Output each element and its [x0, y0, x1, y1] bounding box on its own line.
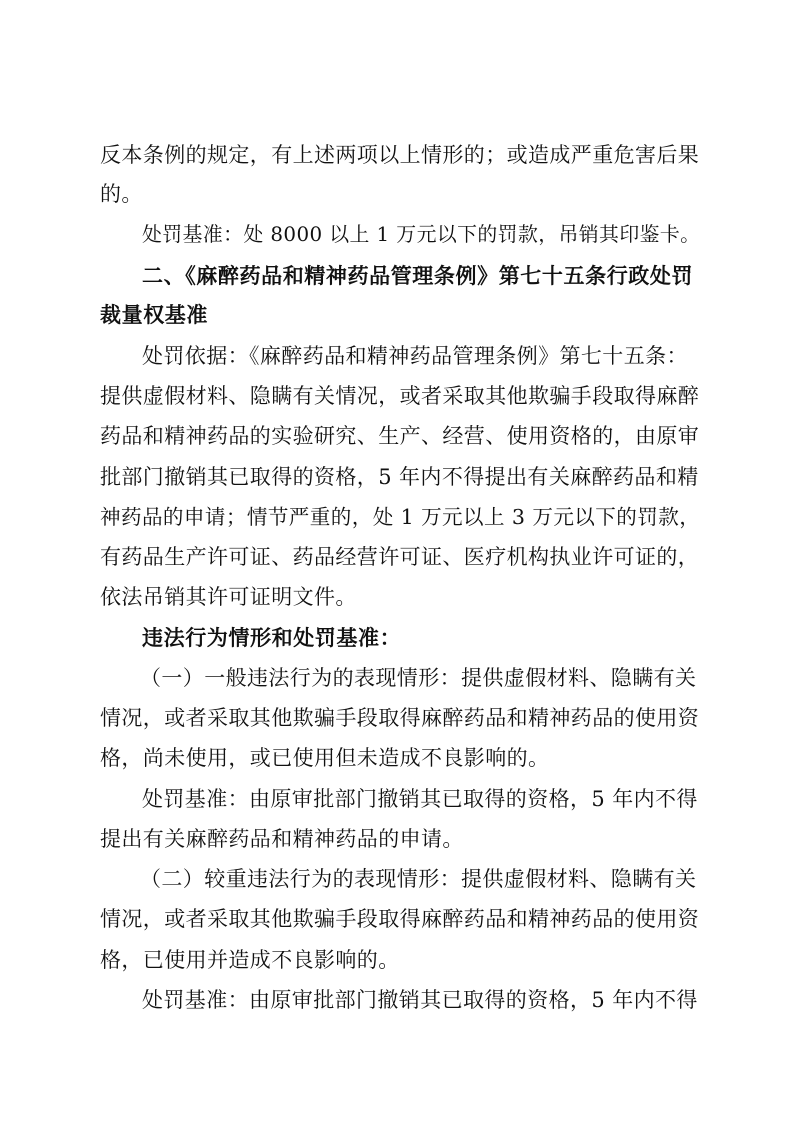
body-text-line: 的。 — [100, 182, 143, 206]
body-text-line: 神药品的申请；情节严重的，处 1 万元以上 3 万元以下的罚款， — [100, 505, 701, 529]
body-text-line: 依法吊销其许可证明文件。 — [100, 585, 357, 609]
body-text-line: 情况，或者采取其他欺骗手段取得麻醉药品和精神药品的使用资 — [100, 907, 700, 931]
body-text-line: 情况，或者采取其他欺骗手段取得麻醉药品和精神药品的使用资 — [100, 706, 700, 730]
body-text-line: 有药品生产许可证、药品经营许可证、医疗机构执业许可证的， — [100, 545, 700, 569]
body-text-line: 药品和精神药品的实验研究、生产、经营、使用资格的，由原审 — [100, 424, 700, 448]
body-text-line: 提出有关麻醉药品和精神药品的申请。 — [100, 827, 464, 851]
section-heading: 裁量权基准 — [100, 303, 208, 327]
body-text-line: 处罚基准：处 8000 以上 1 万元以下的罚款，吊销其印鉴卡。 — [142, 223, 701, 246]
body-text-line: 格，尚未使用，或已使用但未造成不良影响的。 — [100, 746, 550, 770]
body-text-line: 处罚基准：由原审批部门撤销其已取得的资格，5 年内不得 — [142, 988, 698, 1012]
body-text-line: 处罚基准：由原审批部门撤销其已取得的资格，5 年内不得 — [142, 787, 698, 811]
section-heading: 二、《麻醉药品和精神药品管理条例》第七十五条行政处罚 — [142, 264, 694, 288]
body-text-line: 提供虚假材料、隐瞒有关情况，或者采取其他欺骗手段取得麻醉 — [100, 384, 700, 408]
body-text-line: 反本条例的规定，有上述两项以上情形的；或造成严重危害后果 — [100, 143, 700, 167]
body-text-line: 处罚依据：《麻醉药品和精神药品管理条例》第七十五条： — [142, 344, 688, 368]
body-text-line: （一）一般违法行为的表现情形：提供虚假材料、隐瞒有关 — [140, 666, 697, 690]
subsection-heading: 违法行为情形和处罚基准： — [142, 626, 402, 650]
body-text-line: 格，已使用并造成不良影响的。 — [100, 948, 400, 972]
body-text-line: （二）较重违法行为的表现情形：提供虚假材料、隐瞒有关 — [140, 867, 697, 891]
body-text-line: 批部门撤销其已取得的资格，5 年内不得提出有关麻醉药品和精 — [100, 465, 699, 489]
